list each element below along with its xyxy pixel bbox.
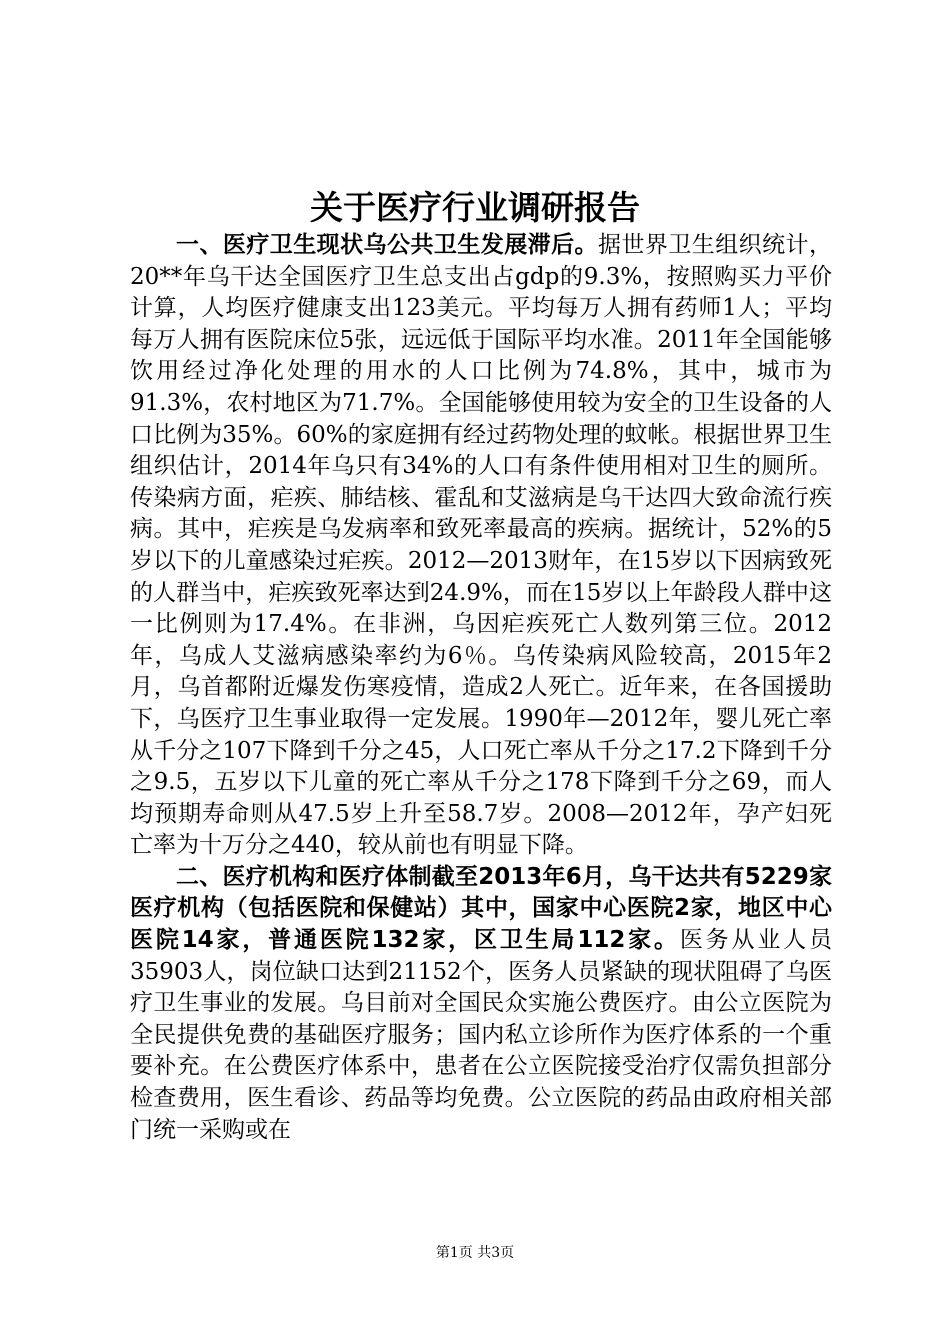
- document-title: 关于医疗行业调研报告: [310, 188, 640, 227]
- paragraph-2-heading: 二、医疗机构和医疗体制截至2013年6月，乌干达共有5229家医疗机构（包括医院和保健站）其中，国家中心医院2家，地区中心医院14家，普通医院132家，区卫生局112家。: [130, 863, 832, 954]
- page-footer: 第1页 共3页: [435, 1245, 515, 1261]
- paragraph-2: [130, 862, 832, 1146]
- paragraph-2-text: 医务从业人员35903人，岗位缺口达到21152个，医务人员紧缺的现状阻碍了乌医疗卫生事业的发展。乌目前对全国民众实施公费医疗。由公立医院为全民提供免费的基础医疗服务；国内私立诊所作为医疗体系的一个重要补充。在公费医疗体系中，患者在公立医院接受治疗仅需负担部分检查费用，医生看诊、药品等均免费。公立医院的药品由政府相关部门统一采购或在: [130, 927, 833, 1143]
- paragraph-1: [130, 230, 832, 862]
- paragraph-1-text: 据世界卫生组织统计，20**年乌干达全国医疗卫生总支出占gdp的9.3%，按照购买力平价计算，人均医疗健康支出123美元。平均每万人拥有药师1人；平均每万人拥有医院床位5张，远远低于国际平均水准。2011年全国能够饮用经过净化处理的用水的人口比例为74.8%，其中，城市为91.3%，农村地区为71.7%。全国能够使用较为安全的卫生设备的人口比例为35%。60%的家庭拥有经过药物处理的蚊帐。根据世界卫生组织估计，2014年乌只有34%的人口有条件使用相对卫生的厕所。传染病方面，疟疾、肺结核、霍乱和艾滋病是乌干达四大致命流行疾病。其中，疟疾是乌发病率和致死率最高的疾病。据统计，52%的5岁以下的儿童感染过疟疾。2012—2013财年，在15岁以下因病致死的人群当中，疟疾致死率达到24.9%，而在15岁以上年龄段人群中这一比例则为17.4%。在非洲，乌因疟疾死亡人数列第三位。2012年，乌成人艾滋病感染率约为6％。乌传染病风险较高，2015年2月，乌首都附近爆发伤寒疫情，造成2人死亡。近年来，在各国援助下，乌医疗卫生事业取得一定发展。1990年—2012年，婴儿死亡率从千分之107下降到千分之45，人口死亡率从千分之17.2下降到千分之9.5，五岁以下儿童的死亡率从千分之178下降到千分之69，而人均预期寿命则从47.5岁上升至58.7岁。2008—2012年，孕产妇死亡率为十万分之440，较从前也有明显下降。: [130, 232, 833, 859]
- paragraph-1-heading: 一、医疗卫生现状乌公共卫生发展滞后。: [176, 232, 598, 258]
- document-body: [130, 230, 832, 1146]
